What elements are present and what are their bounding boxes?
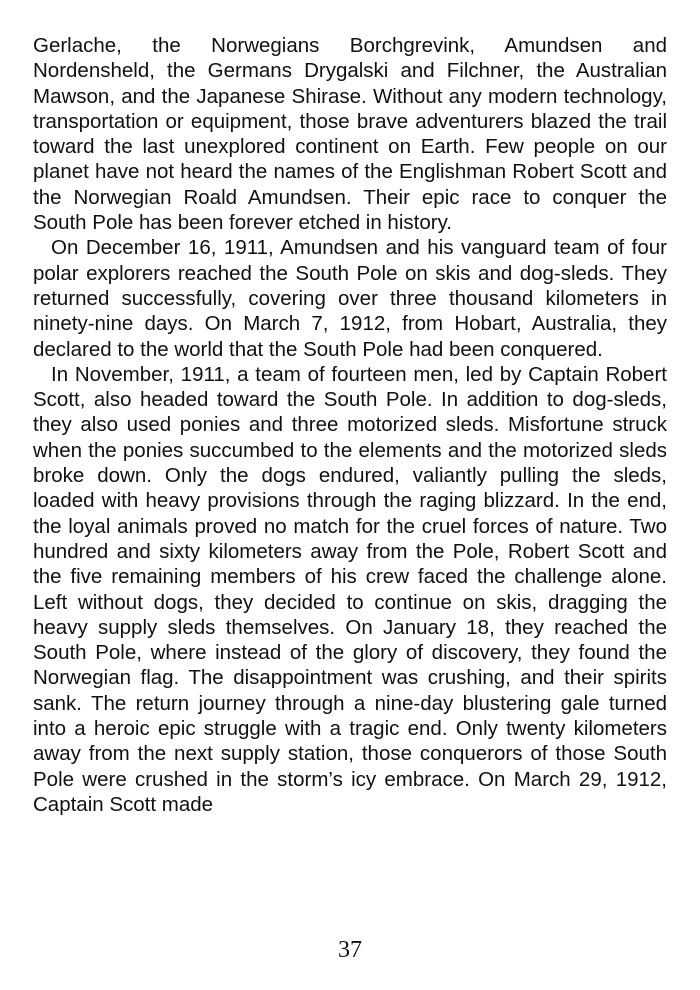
body-text [33, 33, 667, 817]
paragraph-amundsen: On December 16, 1911, Amundsen and his vanguard team of four polar explorers reached the South Pole on skis and dog-sleds. They returned successfully, covering over three thousand kilometers in ninety-nine days. On March 7, 1912, from Hobart, Australia, they declared to the world that the South Pole had been conquered. [33, 236, 667, 361]
paragraph-scott: In November, 1911, a team of fourteen men, led by Captain Robert Scott, also headed toward the South Pole. In addition to dog-sleds, they also used ponies and three motorized sleds. Misfortune struck when the ponies succumbed to the elements and the motorized sleds broke down. Only the dogs endured, valiantly pulling the sleds, loaded with heavy provisions through the raging blizzard. In the end, the loyal animals proved no match for the cruel forces of nature. Two hundred and sixty kilometers away from the Pole, Robert Scott and the five remaining members of his crew faced the challenge alone. Left without dogs, they decided to continue on skis, dragging the heavy supply sleds themselves. On January 18, they reached the South Pole, where instead of the glory of discovery, they found the Norwegian flag. The disappointment was crushing, and their spirits sank. The return journey through a nine-day blustering gale turned into a heroic epic struggle with a tragic end. Only twenty kilometers away from the next supply station, those conquerors of those South Pole were crushed in the storm’s icy embrace. On March 29, 1912, Captain Scott made [33, 362, 667, 816]
page-number: 37 [338, 937, 362, 963]
paragraph-continued: Gerlache, the Norwegians Borchgrevink, Amundsen and Nordensheld, the Germans Drygalski and Filchner, the Australian Mawson, and the Japanese Shirase. Without any modern technology, transportation or equipment, those brave adventurers blazed the trail toward the last unexplored continent on Earth. Few people on our planet have not heard the names of the Englishman Robert Scott and the Norwegian Roald Amundsen. Their epic race to conquer the South Pole has been forever etched in history. [33, 34, 667, 235]
